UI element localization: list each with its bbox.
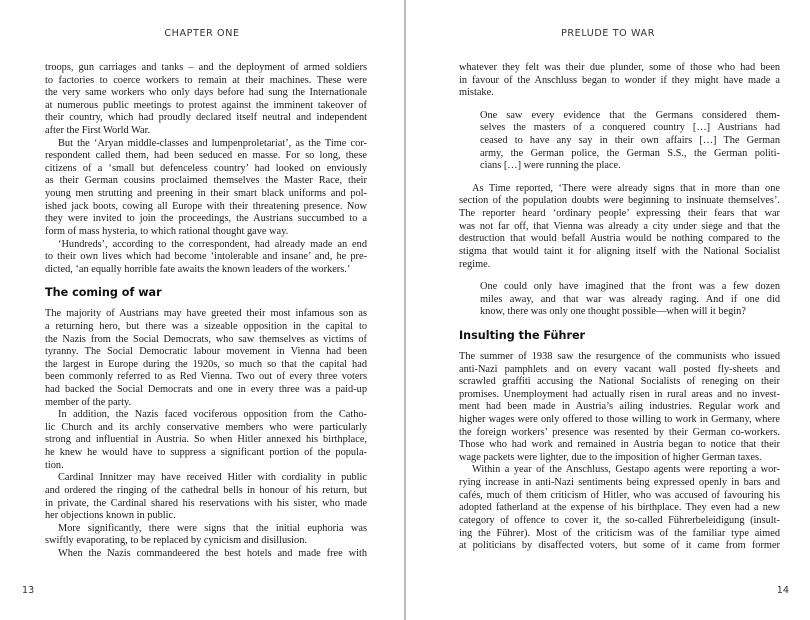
text-line: troops, gun carriages and tanks – and the deployment of armed soldiers [45,62,367,73]
running-head-left: CHAPTER ONE [164,28,240,39]
text-line: One saw every evidence that the Germans considered them- [480,109,780,121]
paragraph [459,351,780,464]
text-line: wage packets were lighter, due to the imposition of higher German taxes. [459,451,762,463]
text-line: citizens of a ‘small but defenceless country’ had looked on enviously [45,162,367,174]
text-line: higher wages were only offered to those willing to work in Germany, where [459,414,780,426]
paragraph [45,62,367,138]
text-line: young men strutting and preening in their smart black uniforms and pol- [45,188,367,200]
text-line: the very same workers who only days before had sung the Internationale [45,87,367,99]
text-line: in favour of the Anschluss began to wonder if they might have made a [459,74,780,86]
text-line: swiftly evaporating, to be replaced by cynicism and disillusion. [45,535,307,547]
text-line: The majority of Austrians may have greeted their most infamous son as [45,308,367,320]
text-line: after the First World War. [45,125,151,137]
right-page [406,0,810,620]
text-line: a returning hero, but there was a sizeable opposition in the capital to [45,320,367,332]
text-line: at numerous public meetings to protest against the imminent takeover of [45,99,367,111]
text-line: miles away, and that war was already raging. And if one did [480,293,780,305]
text-line: One could only have imagined that the front was a few dozen [480,281,780,293]
text-line: army, the German police, the German S.S., the German politi- [480,147,780,159]
text-line: was not far off, that Vienna was already a city under siege and that the [459,220,780,232]
text-line: know, there was only one thought possible—when will it begin? [480,306,746,318]
text-line: dicted, ‘an equally horrible fate awaits the known leaders of the workers.’ [45,263,351,275]
paragraph [459,464,780,552]
block-quote [459,110,780,173]
text-line: been commonly referred to as Red Vienna. Two out of every three voters [45,371,367,383]
text-line: to factories to coerce workers to remain at their machines. These were [45,74,367,86]
page-number-left: 13 [22,585,35,596]
text-line: selves the masters of a conquered country […] Austrians had [480,122,780,134]
text-line: as their German cousins proclaimed themselves the Master Race, their [45,175,367,187]
text-line: at politicians by disaffected voters, but some of it came from former [459,540,780,552]
text-line: ‘Hundreds’, according to the correspondent, had already made an end [58,238,367,250]
text-line: category of offence to cover it, the so-called Führerbeleidigung (insult- [459,514,780,526]
paragraph [45,409,367,472]
text-line: anti-Nazi pamphlets and on every vacant wall posted fly-sheets and [459,363,780,375]
text-line: promises. Unemployment had actually risen in rural areas and no invest- [459,388,780,400]
text-line: adopted fatherland at the expense of his birthplace. They even had a new [459,502,780,514]
paragraph [45,239,367,277]
block-quote [459,281,780,319]
text-line: form of mass hysteria, to which rational thought gave way. [45,225,289,237]
text-line: in private, the Cardinal shared his reservations with his sister, who made [45,497,367,509]
running-head-right: PRELUDE TO WAR [561,28,655,39]
text-line: Within a year of the Anschluss, Gestapo agents were reporting a wor- [472,464,780,476]
paragraph [45,308,367,409]
text-line: In addition, the Nazis faced vociferous opposition from the Catho- [58,409,367,421]
text-line: As Time reported, ‘There were already signs that in more than one [472,182,780,194]
text-line: the foreign workers’ presence was resented by their German co-workers. [459,426,780,438]
text-line: The reporter heard ‘ordinary people’ expressing their fears that war [459,208,780,220]
text-line: ceased to have any say in their own affairs […] The German [480,135,780,147]
text-line: The summer of 1938 saw the resurgence of the communists who issued [459,350,780,362]
left-page [0,0,404,620]
text-line: cians […] were running the place. [480,160,621,172]
paragraph [45,523,367,548]
text-line: they were invited to join the proceedings, the Austrians succumbed to a [45,213,367,225]
text-line: When the Nazis commandeered the best hotels and made free with [58,547,367,559]
paragraph [459,62,780,100]
text-line: stigma that would taint it for aligning itself with the National Socialist [459,245,780,257]
text-line: and ordered the ringing of the cathedral bells in honour of his return, but [45,484,367,496]
section-heading: Insulting the Führer [459,328,586,342]
left-text-block [45,62,367,561]
text-line: he knew he would have to suppress a significant portion of the popula- [45,447,367,459]
text-line: regime. [459,258,491,270]
text-line: tyranny. The Social Democratic labour movement in Vienna had been [45,346,367,358]
page-number-right: 14 [776,585,789,596]
text-line: destruction that would befall Austria would be nothing compared to the [459,233,780,245]
text-line: rying increase in anti-Nazi sentiments being expressed openly in bars and [459,477,780,489]
text-line: member of the party. [45,396,132,408]
text-line: mistake. [459,87,494,99]
text-line: Those who had work and remained in Austria began to notice that their [459,439,780,451]
text-line: cafés, much of them criticism of Hitler, who was accused of favouring his [459,489,780,501]
text-line: the Nazis from the Social Democrats, who saw themselves as victims of [45,333,367,345]
paragraph [45,138,367,239]
text-line: to their own lives which had become ‘intolerable and insane’ and, he pre- [45,251,367,263]
text-line: Cardinal Innitzer may have received Hitler with cordiality in public [58,472,367,484]
right-text-block [459,62,780,553]
text-line: respondent called them, had been seduced en masse. For so long, these [45,150,367,162]
text-line: ment had been made in Austria’s ailing industries. Regular work and [459,401,780,413]
text-line: the largest in Europe during the 1920s, so much so that the capital had [45,358,367,370]
paragraph [45,472,367,522]
text-line: strong and influential in Austria. So when Hitler annexed his birthplace, [45,434,367,446]
text-line: ished jack boots, cowing all Europe with their threatening presence. Now [45,200,367,212]
text-line: whatever they felt was their due plunder, some of those who had been [459,62,780,73]
text-line: had backed the Social Democrats and one in every three was a paid-up [45,384,367,396]
text-line: ing the Führer). Most of the criticism was of the familiar type aimed [459,527,780,539]
section-heading: The coming of war [45,286,162,300]
text-line: section of the population doubts were beginning to insinuate themselves’. [459,195,780,207]
paragraph [459,183,780,271]
text-line: tion. [45,459,64,471]
text-line: lic Church and its archly conservative members who were particularly [45,421,367,433]
text-line: her objections known in public. [45,510,176,522]
text-line: their country, which had proudly declared itself neutral and independent [45,112,367,124]
text-line: scrawled graffiti accusing the National Socialists of reneging on their [459,376,780,388]
paragraph [45,548,367,561]
text-line: More significantly, there were signs that the initial euphoria was [58,522,367,534]
text-line: But the ‘Aryan middle-classes and lumpenproletariat’, as the Time cor- [58,137,367,149]
